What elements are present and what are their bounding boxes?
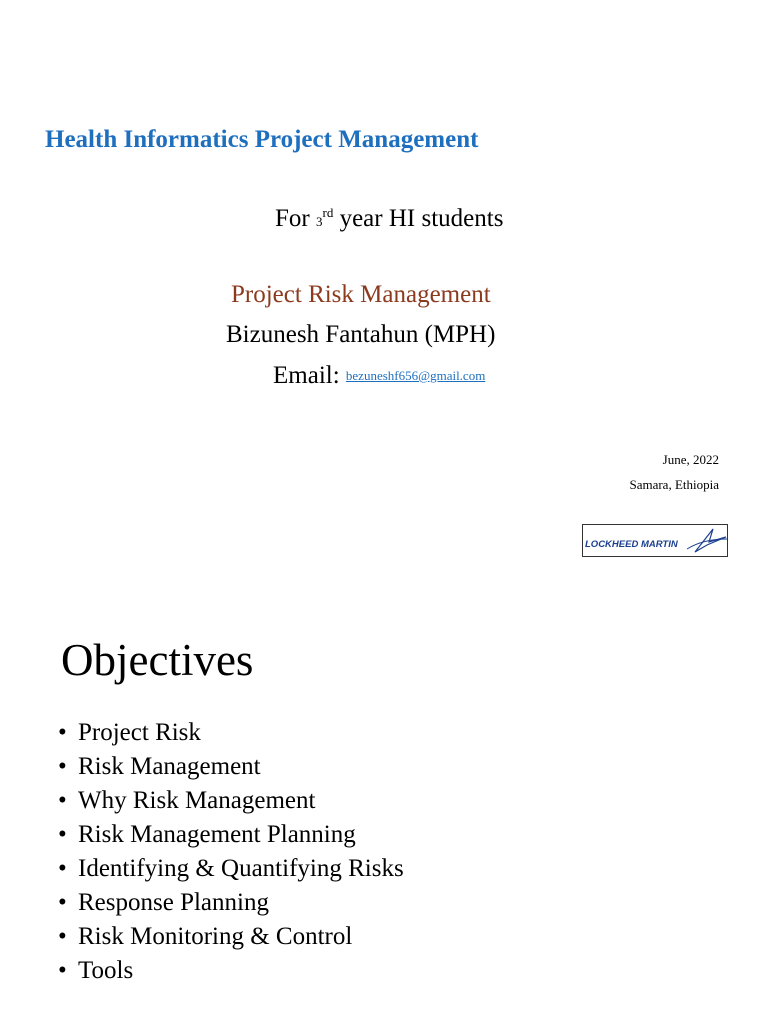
- list-item: [58, 750, 404, 784]
- bullet-icon: •: [58, 821, 67, 848]
- list-item-text: Risk Monitoring & Control: [78, 923, 353, 950]
- bullet-icon: •: [58, 787, 67, 814]
- bullet-icon: •: [58, 719, 67, 746]
- list-item-text: Why Risk Management: [78, 787, 316, 814]
- date-text: June, 2022: [662, 452, 719, 467]
- list-item: [58, 818, 404, 852]
- logo-wordmark: LOCKHEED MARTIN: [585, 539, 678, 550]
- slide-subtitle: Project Risk Management: [231, 281, 491, 308]
- email-link[interactable]: bezuneshf656@gmail.com: [345, 368, 486, 383]
- bullet-icon: •: [58, 753, 67, 780]
- list-item-text: Response Planning: [78, 889, 269, 916]
- audience-rest: year HI students: [333, 205, 504, 232]
- lockheed-martin-logo: [582, 524, 728, 557]
- list-item: [58, 920, 404, 954]
- list-item: [58, 852, 404, 886]
- slide-title: Health Informatics Project Management: [45, 126, 479, 153]
- list-item-text: Risk Management Planning: [78, 821, 356, 848]
- list-item: [58, 716, 404, 750]
- list-item-text: Tools: [78, 957, 134, 984]
- objectives-slide: [0, 596, 768, 1024]
- objectives-title: Objectives: [61, 635, 254, 685]
- author-name: Bizunesh Fantahun (MPH): [226, 321, 496, 348]
- email-label: Email:: [273, 362, 346, 389]
- bullet-icon: •: [58, 923, 67, 950]
- list-item-text: Risk Management: [78, 753, 261, 780]
- bullet-icon: •: [58, 889, 67, 916]
- bullet-icon: •: [58, 957, 67, 984]
- list-item: [58, 886, 404, 920]
- bullet-icon: •: [58, 855, 67, 882]
- place-text: Samara, Ethiopia: [629, 477, 719, 492]
- audience-suffix: rd: [322, 205, 334, 220]
- audience-number: 3: [315, 214, 323, 229]
- list-item: [58, 784, 404, 818]
- audience-line: [275, 205, 503, 233]
- list-item-text: Project Risk: [78, 719, 201, 746]
- star-logo-icon: [583, 525, 729, 558]
- list-item: [58, 954, 404, 988]
- email-line: [273, 362, 485, 390]
- objectives-list: [58, 716, 404, 988]
- list-item-text: Identifying & Quantifying Risks: [78, 855, 404, 882]
- audience-prefix: For: [275, 205, 316, 232]
